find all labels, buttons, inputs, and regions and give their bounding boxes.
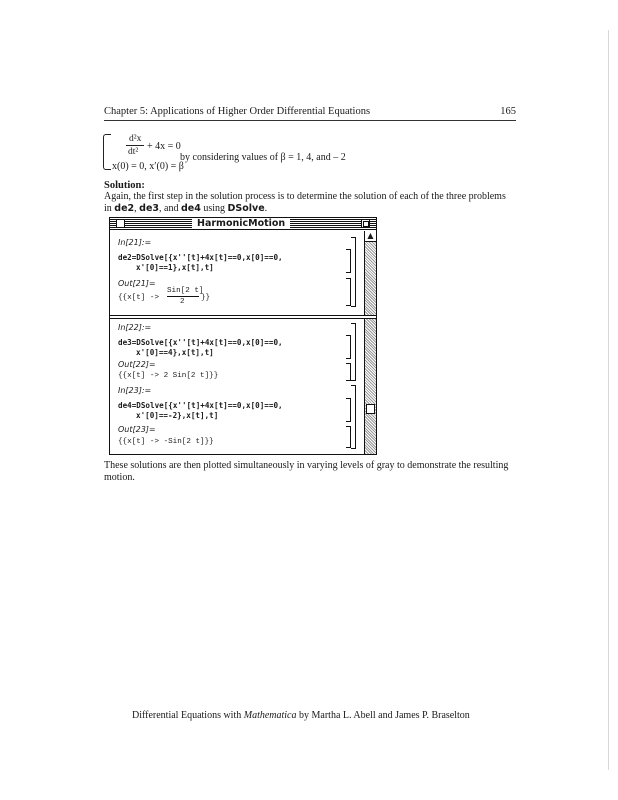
output-21-numerator: Sin[2 t] [167,287,204,295]
output-21-suffix: }} [201,294,211,302]
output-21-fraction [167,287,203,306]
input-code-22-line2[interactable]: x'[0]==4},x[t],t] [136,348,214,357]
fraction-bar [126,145,144,146]
out-label-22: Out[22]= [118,360,156,369]
output-bracket-22[interactable] [346,363,351,381]
close-box-icon[interactable] [116,219,125,228]
input-code-21-line1[interactable]: de2=DSolve[{x''[t]+4x[t]==0,x[0]==0, [118,253,283,262]
scroll-up-arrow-icon[interactable]: ▲ [365,231,376,242]
beta-values-note: by considering values of β = 1, 4, and – 2 [180,152,346,163]
solution-paragraph [104,191,516,215]
page-number: 165 [500,106,516,117]
output-21-fraction-bar [167,296,199,297]
window-title-bar[interactable] [110,218,376,230]
page-edge-divider [608,30,609,770]
in-label-22: In[22]:= [118,323,152,332]
in-label-21: In[21]:= [118,238,152,247]
cell-bracket-21[interactable] [351,237,356,307]
output-21-denominator: 2 [180,298,185,306]
input-code-23-line2[interactable]: x'[0]==-2},x[t],t] [136,411,219,420]
output-bracket-21[interactable] [346,278,351,306]
ode-remainder: + 4x = 0 [147,141,181,152]
comma-text: , [134,203,137,214]
lower-vertical-scrollbar[interactable] [364,319,376,454]
notebook-window [109,217,377,455]
running-footer [132,710,470,721]
fraction-numerator: d²x [129,134,142,144]
running-header [104,106,516,120]
output-bracket-23[interactable] [346,426,351,448]
plot-explanation-paragraph: These solutions are then plotted simultaneously in varying levels of gray to demonstrate the resulting motion. [104,460,509,483]
notebook-upper-pane [110,231,364,315]
header-rule [104,120,516,121]
using-text: using [203,203,225,214]
dsolve-ref: DSolve [227,203,265,214]
input-bracket-21[interactable] [346,249,351,273]
input-code-21-line2[interactable]: x'[0]==1},x[t],t] [136,263,214,272]
system-brace [103,134,111,170]
output-21-prefix: {{x[t] -> [118,294,160,302]
de2-ref: de2 [114,203,135,214]
footer-pre: Differential Equations with [132,710,242,721]
cell-bracket-22[interactable] [351,323,356,381]
out-label-23: Out[23]= [118,425,156,434]
para-lead-text: Again, the first step in the solution process is to determine the solution of each of the three problems in [104,191,506,214]
period-text: . [264,203,268,214]
output-22: {{x[t] -> 2 Sin[2 t]}} [118,372,219,380]
footer-italic: Mathematica [243,710,297,721]
de3-ref: de3 [139,203,159,214]
fraction-denominator: dt² [128,147,139,157]
footer-post: by Martha L. Abell and James P. Braselton [299,710,470,721]
zoom-box-icon[interactable] [361,219,370,228]
output-23: {{x[t] -> -Sin[2 t]}} [118,438,214,446]
and-text: , and [159,203,179,214]
window-title: HarmonicMotion [192,218,290,229]
cell-bracket-23[interactable] [351,385,356,449]
input-bracket-22[interactable] [346,335,351,359]
scroll-thumb[interactable] [366,404,375,414]
chapter-title: Chapter 5: Applications of Higher Order Differential Equations [104,106,371,117]
notebook-lower-pane [110,319,364,454]
initial-conditions: x(0) = 0, x′(0) = β [112,161,184,172]
de4-ref: de4 [180,203,201,214]
upper-vertical-scrollbar[interactable] [364,231,376,315]
solution-heading: Solution: [104,180,145,191]
in-label-23: In[23]:= [118,386,152,395]
second-derivative-fraction [126,134,144,157]
input-bracket-23[interactable] [346,398,351,422]
input-code-22-line1[interactable]: de3=DSolve[{x''[t]+4x[t]==0,x[0]==0, [118,338,283,347]
out-label-21: Out[21]= [118,279,156,288]
input-code-23-line1[interactable]: de4=DSolve[{x''[t]+4x[t]==0,x[0]==0, [118,401,283,410]
